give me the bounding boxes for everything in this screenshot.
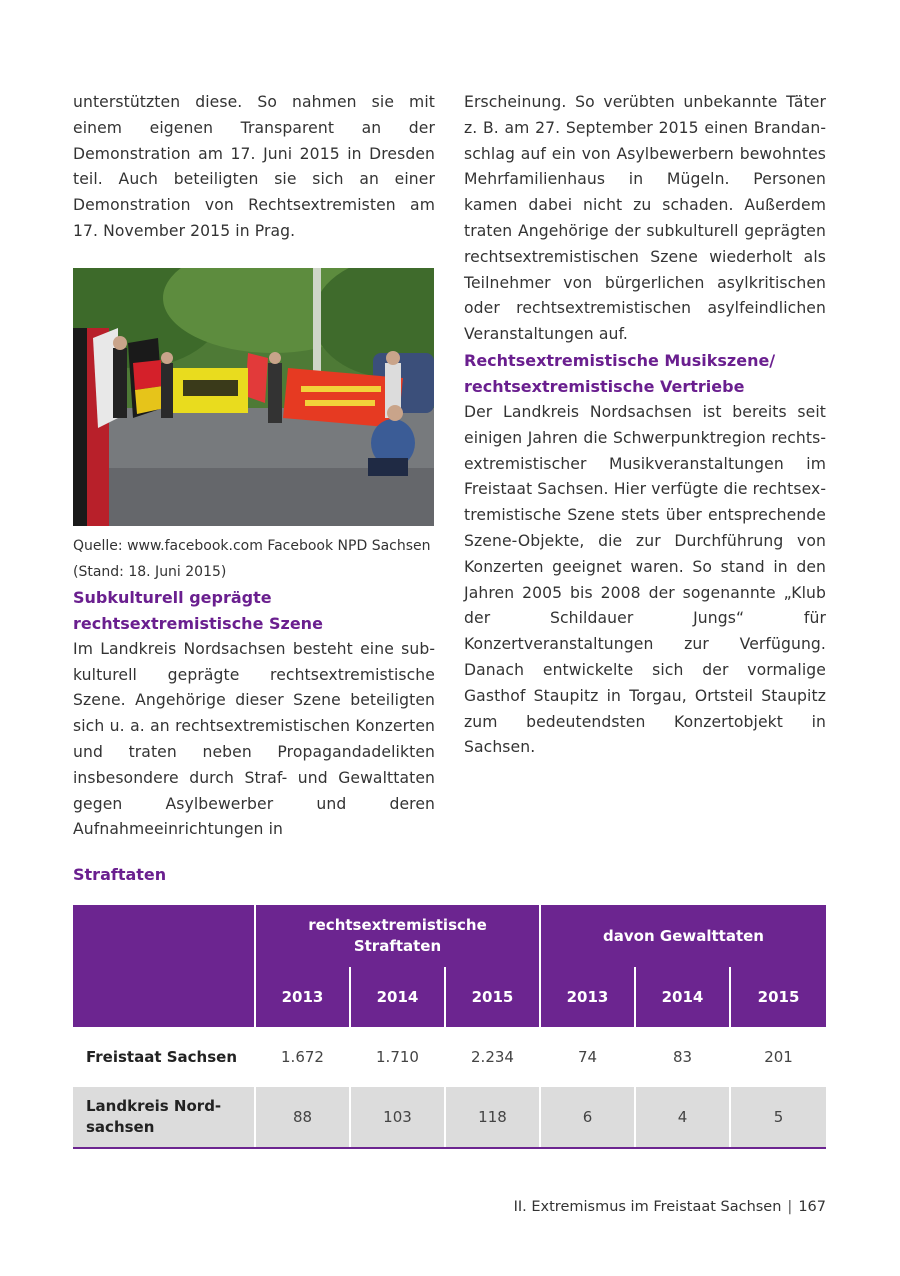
footer-separator: | <box>787 1199 793 1215</box>
table-cell: 74 <box>540 1027 635 1087</box>
table-cell: 103 <box>350 1087 445 1148</box>
music-scene-heading <box>464 348 826 400</box>
music-scene-paragraph: Der Landkreis Nordsachsen ist bereits seit einigen Jahren die Schwerpunktregion rechtsextremistischer Musikveranstaltungen im Freistaat Sachsen. Hier verfügte die rechtsextremistische Szene stets über entsprechende Szene-Objekte, die zur Durchführung von Konzerten geeignet waren. So stand in den Jahren 2005 bis 2008 der sogenannte „Klub der Schildauer Jungs“ für Konzertveranstaltungen zur Verfügung. Danach entwickelte sich der vormalige Gasthof Staupitz in Torgau, Ortsteil Staupitz zum bedeutendsten Konzertobjekt in Sachsen. <box>464 402 826 757</box>
demonstration-photo-illustration <box>73 268 434 526</box>
subculture-paragraph: Im Landkreis Nordsachsen besteht eine subkulturell geprägte rechtsextremistische Szene. Angehörige dieser Szene beteiligten sich u. a. an rechtsextremistischen Konzerten und traten neben Propagandadelikten insbesondere durch Straf- und Gewalttaten gegen Asylbewerber und deren Aufnahmeeinrichtungen in <box>73 639 435 839</box>
left-column <box>73 90 435 843</box>
music-scene-heading-line2: rechtsextremistische Vertriebe <box>464 376 745 396</box>
right-intro-paragraph: Erscheinung. So verübten unbekannte Täter z. B. am 27. September 2015 einen Brandanschlag auf ein von Asylbewerbern bewohntes Mehrfamilienhaus in Mügeln. Personen kamen dabei nicht zu schaden. Außerdem traten Angehörige der subkulturell geprägten rechtsextremistischen Szene wiederholt als Teilnehmer von bürgerlichen asylkritischen oder rechtsextremistischen asylfeindlichen Veranstaltungen auf. <box>464 93 826 344</box>
table-cell: 6 <box>540 1087 635 1148</box>
header-year: 2013 <box>540 967 635 1027</box>
header-group-crimes-line1: rechtsextremistische <box>308 916 487 934</box>
table-row-nordsachsen <box>73 1087 826 1148</box>
row-label-line1: Landkreis Nord- <box>86 1097 222 1115</box>
header-year: 2015 <box>445 967 540 1027</box>
crime-statistics-table <box>73 905 826 1149</box>
table-cell: 83 <box>635 1027 730 1087</box>
table-cell: 201 <box>764 1048 793 1066</box>
right-column <box>464 90 826 761</box>
table-cell: 1.672 <box>255 1027 350 1087</box>
table-cell: 2.234 <box>445 1027 540 1087</box>
row-label-line2: sachsen <box>86 1118 155 1136</box>
photo-caption-source: Quelle: www.facebook.com Facebook NPD Sachsen <box>73 537 431 554</box>
table-title: Straftaten <box>73 865 167 884</box>
page-number: 167 <box>798 1199 826 1215</box>
table-row-freistaat <box>73 1027 826 1087</box>
table-corner-cell <box>73 905 255 1027</box>
table-cell: 1.710 <box>350 1027 445 1087</box>
header-year: 2014 <box>350 967 445 1027</box>
footer-chapter: II. Extremismus im Freistaat Sachsen <box>513 1199 782 1215</box>
photo-caption-date: (Stand: 18. Juni 2015) <box>73 563 227 580</box>
header-year: 2015 <box>730 967 826 1027</box>
table-header-row-groups <box>73 905 826 967</box>
table-cell: 88 <box>255 1087 350 1148</box>
header-year: 2013 <box>255 967 350 1027</box>
table-cell: 118 <box>445 1087 540 1148</box>
subculture-heading: Subkulturell geprägte rechtsextremistische Szene <box>73 587 323 633</box>
demonstration-photo <box>73 268 434 526</box>
header-year: 2014 <box>635 967 730 1027</box>
header-group-crimes-line2: Straftaten <box>353 937 442 955</box>
left-intro-paragraph: unterstützten diese. So nahmen sie mit einem eigenen Transparent an der Demonstration am 17. Juni 2015 in Dresden teil. Auch beteiligten sie sich an einer Demonstration von Rechtsextremisten am 17. November 2015 in Prag. <box>73 93 435 240</box>
table-cell: 5 <box>730 1087 826 1148</box>
row-label <box>73 1087 255 1148</box>
table-cell: 4 <box>635 1087 730 1148</box>
photo-caption <box>73 533 435 585</box>
row-label-line1: Freistaat Sachsen <box>86 1047 238 1066</box>
row-label <box>73 1027 255 1087</box>
header-group-crimes <box>255 905 540 967</box>
page-footer <box>514 1199 826 1215</box>
header-group-violent-crimes: davon Gewalttaten <box>540 905 826 967</box>
music-scene-heading-line1: Rechtsextremistische Musikszene/ <box>464 350 776 370</box>
